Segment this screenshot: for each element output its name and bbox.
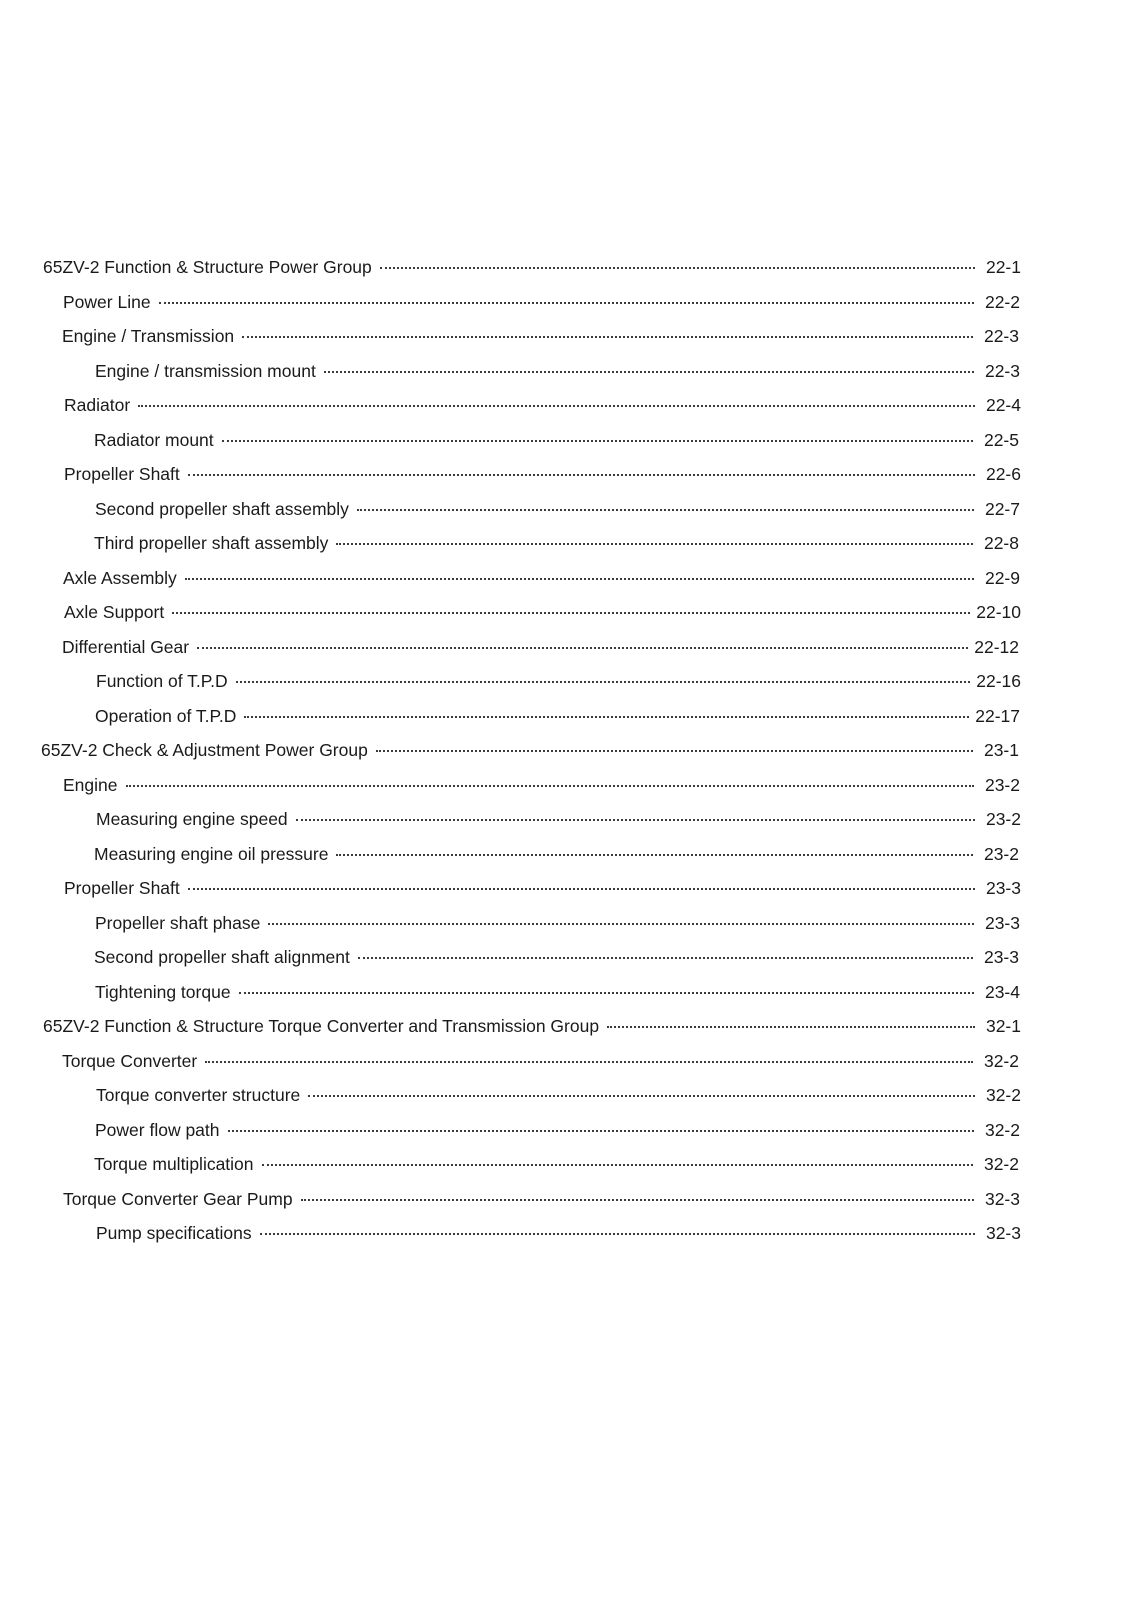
toc-entry-page-number: 32-1 bbox=[985, 1016, 1021, 1036]
toc-entry bbox=[41, 802, 1021, 837]
table-of-contents bbox=[40, 250, 1020, 1251]
dot-leader bbox=[268, 923, 974, 925]
toc-entry-title: Second propeller shaft assembly bbox=[95, 498, 349, 519]
toc-entry-page-number: 23-3 bbox=[985, 878, 1021, 898]
toc-entry-title: Pump specifications bbox=[96, 1223, 252, 1243]
toc-entry-page-number: 22-7 bbox=[984, 498, 1020, 519]
toc-entry-title: Measuring engine oil pressure bbox=[94, 843, 329, 864]
toc-entry bbox=[41, 457, 1021, 492]
toc-entry bbox=[41, 250, 1021, 285]
toc-entry-title: Third propeller shaft assembly bbox=[94, 533, 329, 553]
toc-entry-title: Operation of T.P.D bbox=[95, 705, 237, 726]
toc-entry bbox=[41, 595, 1021, 630]
toc-entry-title: Axle Assembly bbox=[63, 567, 177, 588]
toc-entry-page-number: 22-17 bbox=[975, 705, 1020, 726]
dot-leader bbox=[336, 543, 973, 545]
dot-leader bbox=[260, 1233, 975, 1235]
dot-leader bbox=[159, 302, 974, 304]
dot-leader bbox=[242, 336, 973, 338]
toc-entry bbox=[40, 354, 1020, 389]
dot-leader bbox=[188, 474, 975, 476]
toc-entry bbox=[41, 388, 1021, 423]
dot-leader bbox=[376, 750, 973, 752]
toc-entry bbox=[41, 1216, 1021, 1251]
toc-entry bbox=[40, 1182, 1020, 1217]
toc-entry bbox=[39, 1044, 1019, 1079]
toc-entry bbox=[39, 733, 1019, 768]
toc-entry-title: Engine / Transmission bbox=[62, 326, 235, 346]
toc-entry-title: Power flow path bbox=[95, 1119, 220, 1140]
toc-entry-title: Engine / transmission mount bbox=[95, 360, 316, 381]
toc-entry-title: Propeller Shaft bbox=[64, 464, 180, 484]
toc-entry bbox=[39, 423, 1019, 458]
toc-entry-title: Engine bbox=[63, 774, 118, 795]
dot-leader bbox=[228, 1130, 974, 1132]
toc-entry-page-number: 23-2 bbox=[984, 774, 1020, 795]
dot-leader bbox=[197, 647, 968, 649]
toc-entry-page-number: 32-3 bbox=[985, 1223, 1021, 1243]
toc-entry-page-number: 23-4 bbox=[984, 981, 1020, 1002]
toc-entry-title: Propeller Shaft bbox=[64, 878, 180, 898]
toc-entry bbox=[39, 1147, 1019, 1182]
toc-entry-page-number: 22-5 bbox=[983, 429, 1019, 450]
toc-entry bbox=[39, 526, 1019, 561]
dot-leader bbox=[126, 785, 975, 787]
toc-entry-page-number: 22-8 bbox=[983, 533, 1019, 553]
toc-entry-page-number: 22-10 bbox=[976, 602, 1021, 622]
toc-entry bbox=[40, 768, 1020, 803]
toc-entry-title: Torque Converter Gear Pump bbox=[63, 1188, 293, 1209]
toc-entry-title: 65ZV-2 Check & Adjustment Power Group bbox=[41, 740, 368, 760]
toc-entry-title: 65ZV-2 Function & Structure Torque Converter and Transmission Group bbox=[43, 1016, 600, 1036]
toc-entry-title: 65ZV-2 Function & Structure Power Group bbox=[43, 257, 372, 277]
dot-leader bbox=[262, 1164, 973, 1166]
toc-entry-page-number: 32-2 bbox=[983, 1050, 1019, 1071]
toc-entry-title: Torque multiplication bbox=[94, 1154, 254, 1174]
dot-leader bbox=[324, 371, 974, 373]
toc-entry-title: Axle Support bbox=[64, 602, 165, 622]
toc-entry bbox=[40, 1113, 1020, 1148]
toc-entry bbox=[39, 319, 1019, 354]
dot-leader bbox=[296, 819, 975, 821]
toc-entry bbox=[41, 664, 1021, 699]
toc-entry-page-number: 23-3 bbox=[983, 947, 1019, 967]
toc-entry-page-number: 32-2 bbox=[983, 1154, 1019, 1174]
toc-entry-page-number: 23-1 bbox=[983, 740, 1019, 760]
dot-leader bbox=[172, 612, 970, 614]
toc-entry-page-number: 22-1 bbox=[985, 257, 1021, 277]
dot-leader bbox=[607, 1026, 975, 1028]
toc-entry-page-number: 23-2 bbox=[985, 809, 1021, 829]
dot-leader bbox=[239, 992, 974, 994]
dot-leader bbox=[222, 440, 973, 442]
toc-entry-title: Power Line bbox=[63, 291, 151, 312]
toc-entry-title: Differential Gear bbox=[62, 636, 190, 657]
toc-entry-title: Tightening torque bbox=[95, 981, 231, 1002]
toc-entry bbox=[40, 975, 1020, 1010]
toc-entry-page-number: 22-2 bbox=[984, 291, 1020, 312]
dot-leader bbox=[357, 509, 974, 511]
toc-entry bbox=[41, 1078, 1021, 1113]
toc-entry-page-number: 22-16 bbox=[976, 671, 1021, 691]
dot-leader bbox=[188, 888, 975, 890]
toc-entry-page-number: 22-3 bbox=[983, 326, 1019, 346]
dot-leader bbox=[205, 1061, 973, 1063]
toc-entry-page-number: 23-3 bbox=[984, 912, 1020, 933]
toc-entry-page-number: 22-9 bbox=[984, 567, 1020, 588]
dot-leader bbox=[138, 405, 975, 407]
toc-entry bbox=[40, 699, 1020, 734]
toc-entry-title: Function of T.P.D bbox=[96, 671, 228, 691]
toc-entry-title: Radiator bbox=[64, 395, 131, 415]
toc-entry-page-number: 22-6 bbox=[985, 464, 1021, 484]
toc-entry bbox=[40, 285, 1020, 320]
toc-entry-title: Radiator mount bbox=[94, 429, 214, 450]
dot-leader bbox=[380, 267, 975, 269]
toc-entry bbox=[41, 1009, 1021, 1044]
dot-leader bbox=[336, 854, 973, 856]
dot-leader bbox=[358, 957, 973, 959]
toc-entry-title: Propeller shaft phase bbox=[95, 912, 261, 933]
toc-entry-page-number: 22-3 bbox=[984, 360, 1020, 381]
toc-entry-page-number: 23-2 bbox=[983, 843, 1019, 864]
toc-entry bbox=[39, 837, 1019, 872]
toc-entry bbox=[40, 561, 1020, 596]
dot-leader bbox=[185, 578, 974, 580]
toc-entry bbox=[41, 871, 1021, 906]
toc-entry-page-number: 32-2 bbox=[985, 1085, 1021, 1105]
toc-entry bbox=[39, 940, 1019, 975]
dot-leader bbox=[308, 1095, 975, 1097]
toc-entry bbox=[40, 906, 1020, 941]
toc-entry-title: Torque Converter bbox=[62, 1050, 198, 1071]
toc-entry-page-number: 32-3 bbox=[984, 1188, 1020, 1209]
dot-leader bbox=[301, 1199, 974, 1201]
toc-entry-page-number: 22-4 bbox=[985, 395, 1021, 415]
dot-leader bbox=[244, 716, 969, 718]
toc-entry-page-number: 32-2 bbox=[984, 1119, 1020, 1140]
toc-entry bbox=[39, 630, 1019, 665]
toc-entry bbox=[40, 492, 1020, 527]
toc-entry-page-number: 22-12 bbox=[974, 636, 1019, 657]
toc-entry-title: Second propeller shaft alignment bbox=[94, 947, 350, 967]
dot-leader bbox=[236, 681, 971, 683]
toc-entry-title: Measuring engine speed bbox=[96, 809, 288, 829]
toc-entry-title: Torque converter structure bbox=[96, 1085, 301, 1105]
